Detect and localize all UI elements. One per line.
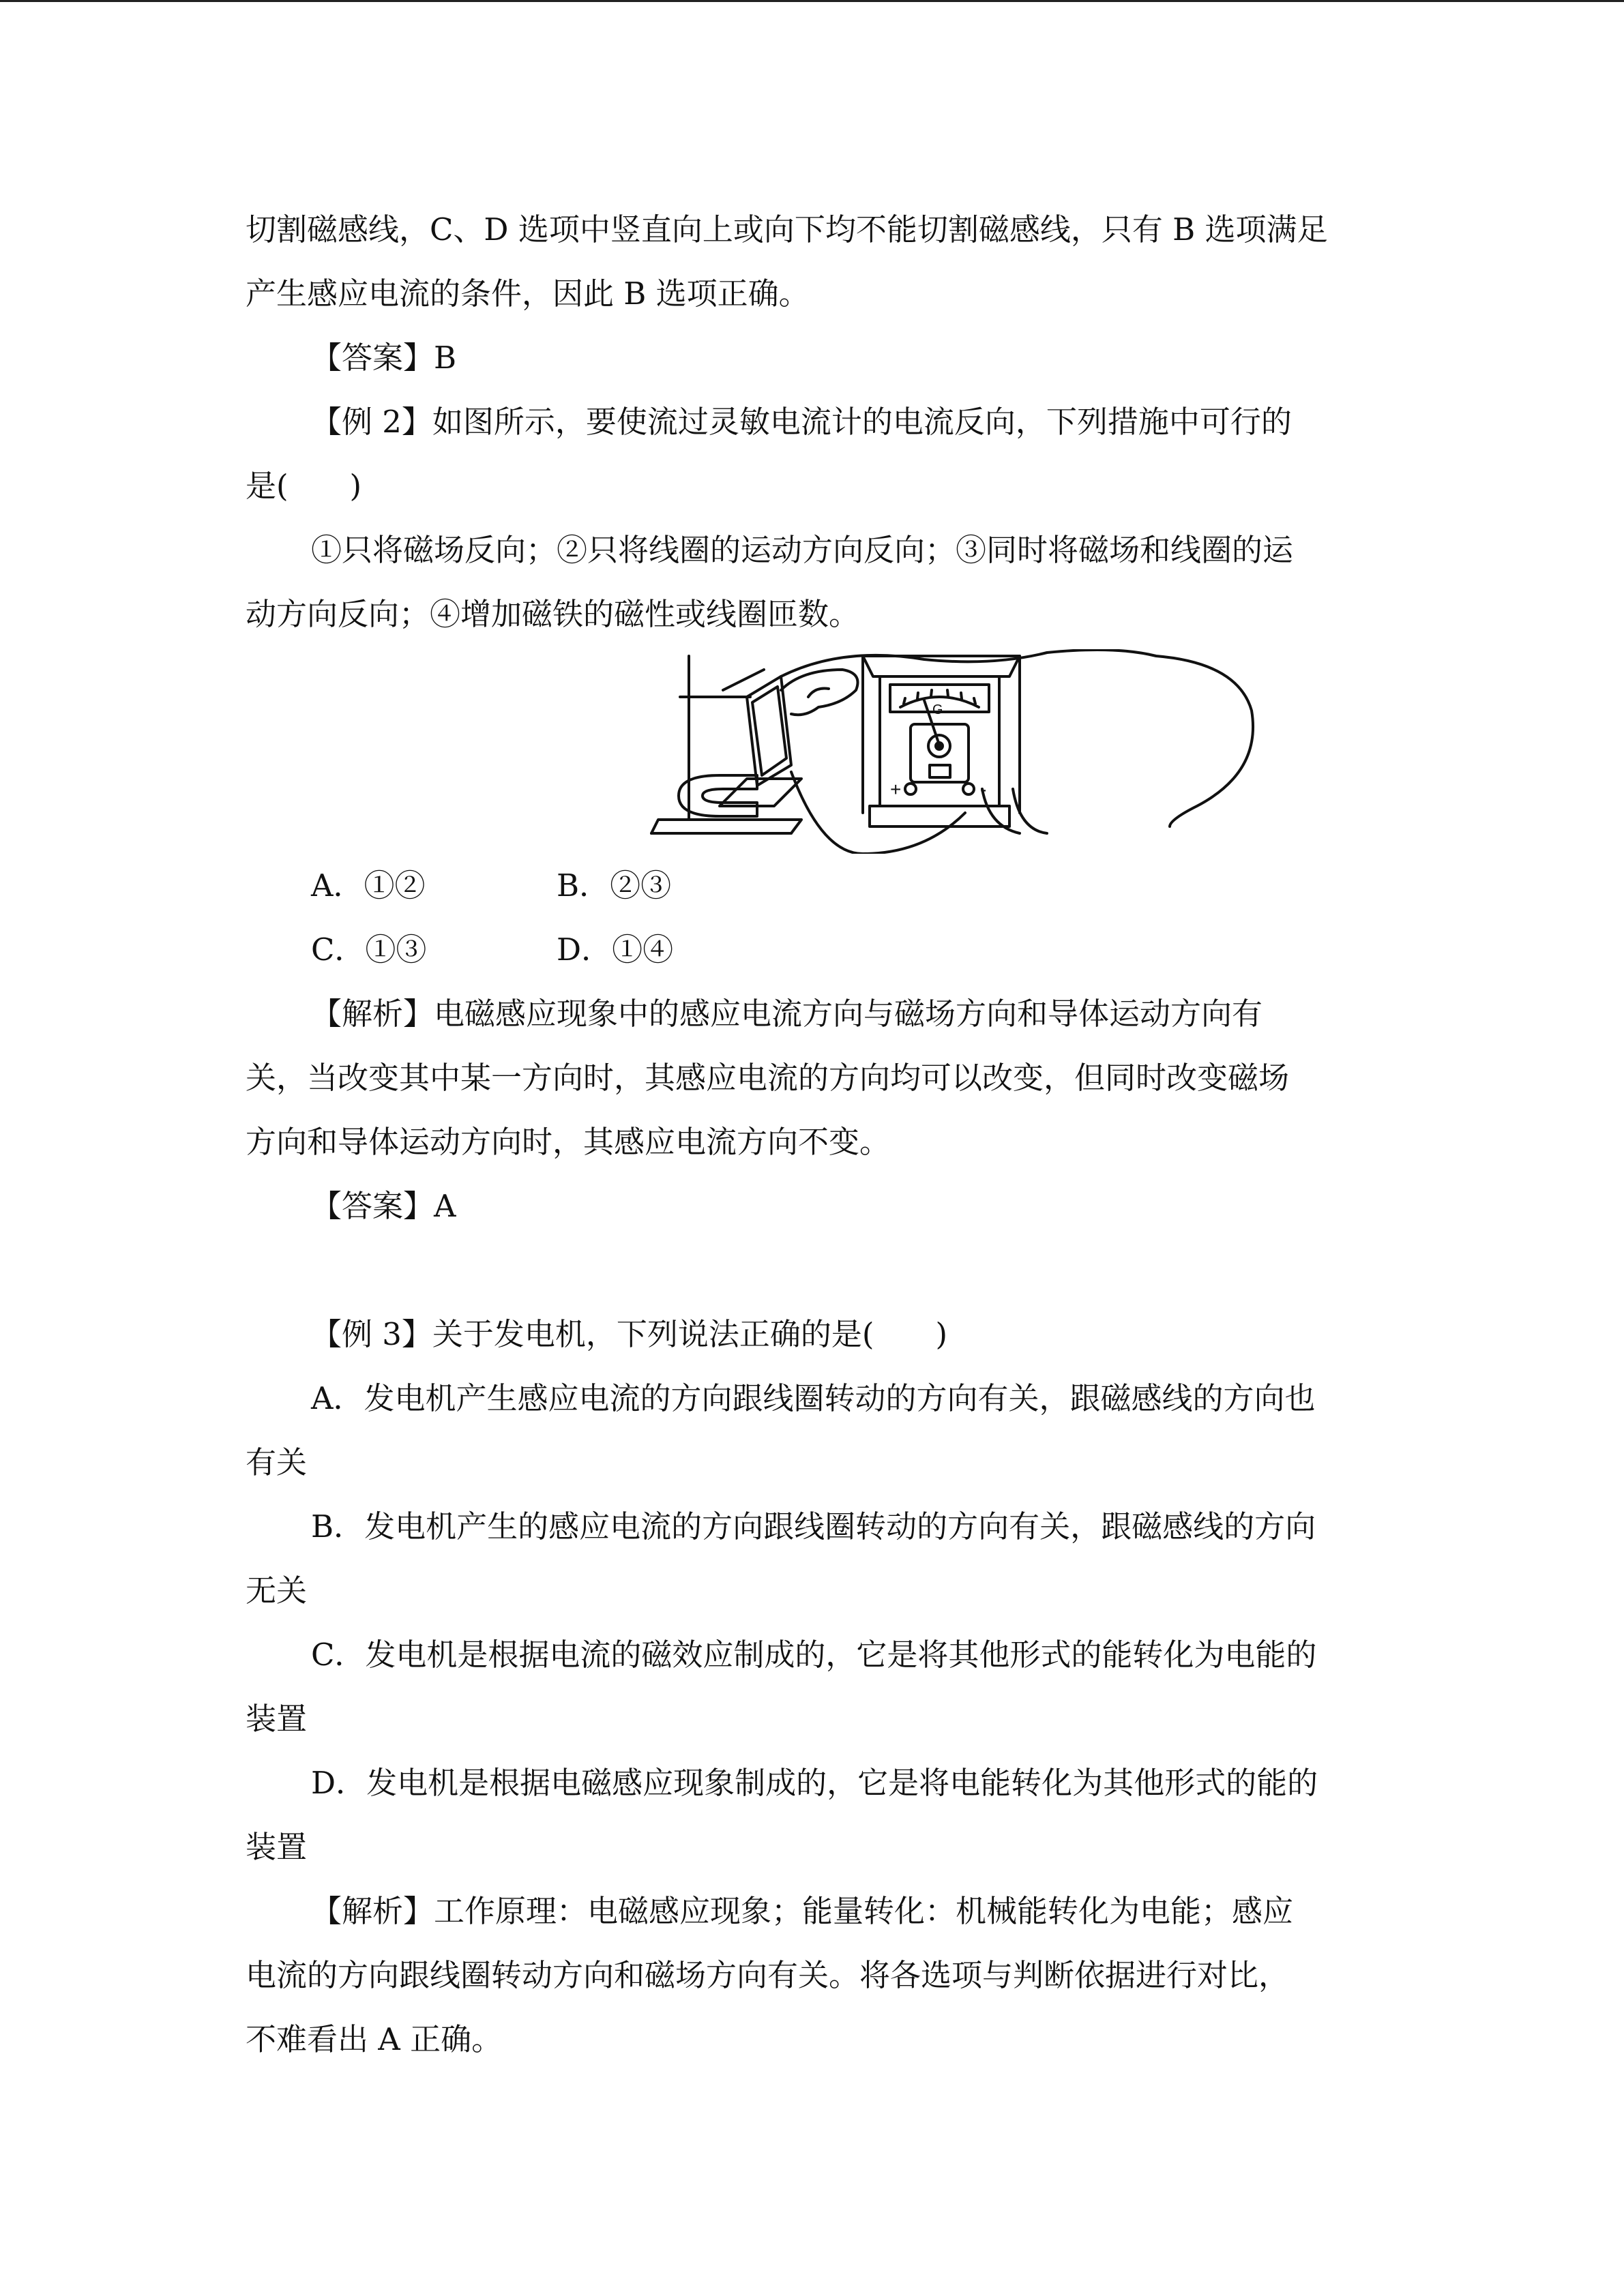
- spacer: [246, 1238, 1378, 1302]
- example-3-analysis-cont: 不难看出 A 正确。: [246, 2021, 503, 2057]
- example-2-analysis-cont: 关，当改变其中某一方向时，其感应电流的方向均可以改变，但同时改变磁场: [246, 1060, 1290, 1096]
- example-2-measures-cont: 动方向反向；④增加磁铁的磁性或线圈匝数。: [246, 596, 860, 632]
- option-b: B．②③: [557, 867, 672, 904]
- example-3-option-a-cont: 有关: [246, 1444, 308, 1480]
- meter-label: G: [932, 702, 943, 717]
- example-3-option-c: C．发电机是根据电流的磁效应制成的，它是将其他形式的能转化为电能的: [311, 1637, 1317, 1673]
- plus-terminal-label: +: [890, 779, 902, 800]
- option-a: A．①②: [311, 867, 426, 904]
- document-page: [246, 198, 1378, 2072]
- example-3-option-a: A．发电机产生感应电流的方向跟线圈转动的方向有关，跟磁感线的方向也: [311, 1380, 1316, 1416]
- example-3-option-d-cont: 装置: [246, 1829, 308, 1865]
- example-3-option-b-cont: 无关: [246, 1572, 308, 1609]
- example-3-option-c-cont: 装置: [246, 1701, 308, 1737]
- example-3-stem: 【例 3】关于发电机，下列说法正确的是( ): [311, 1316, 948, 1352]
- example-3-analysis: 【解析】工作原理：电磁感应现象；能量转化：机械能转化为电能；感应: [311, 1893, 1294, 1929]
- page-top-border: [0, 0, 1624, 2]
- minus-terminal-label: -: [980, 779, 987, 800]
- galvanometer-experiment-figure: [638, 649, 1303, 854]
- text-line: 产生感应电流的条件，因此 B 选项正确。: [246, 275, 810, 312]
- example-2-stem-cont: 是( ): [246, 468, 362, 504]
- example-3-analysis-cont: 电流的方向跟线圈转动方向和磁场方向有关。将各选项与判断依据进行对比，: [246, 1957, 1290, 1993]
- example-3-option-d: D．发电机是根据电磁感应现象制成的，它是将电能转化为其他形式的能的: [311, 1765, 1318, 1801]
- experiment-illustration: [638, 649, 1303, 854]
- option-d: D．①④: [557, 931, 674, 968]
- text-line: 切割磁感线，C、D 选项中竖直向上或向下均不能切割磁感线，只有 B 选项满足: [246, 211, 1328, 248]
- example-2-analysis-cont: 方向和导体运动方向时，其感应电流方向不变。: [246, 1124, 891, 1160]
- answer-1: 【答案】B: [311, 340, 457, 376]
- example-2-analysis: 【解析】电磁感应现象中的感应电流方向与磁场方向和导体运动方向有: [311, 996, 1263, 1032]
- answer-2: 【答案】A: [311, 1188, 456, 1224]
- example-2-options: [311, 854, 1378, 982]
- example-2-measures: ①只将磁场反向；②只将线圈的运动方向反向；③同时将磁场和线圈的运: [311, 532, 1294, 568]
- option-c: C．①③: [311, 931, 427, 968]
- example-2-stem: 【例 2】如图所示，要使流过灵敏电流计的电流反向，下列措施中可行的: [311, 404, 1292, 440]
- example-3-option-b: B．发电机产生的感应电流的方向跟线圈转动的方向有关，跟磁感线的方向: [311, 1508, 1316, 1545]
